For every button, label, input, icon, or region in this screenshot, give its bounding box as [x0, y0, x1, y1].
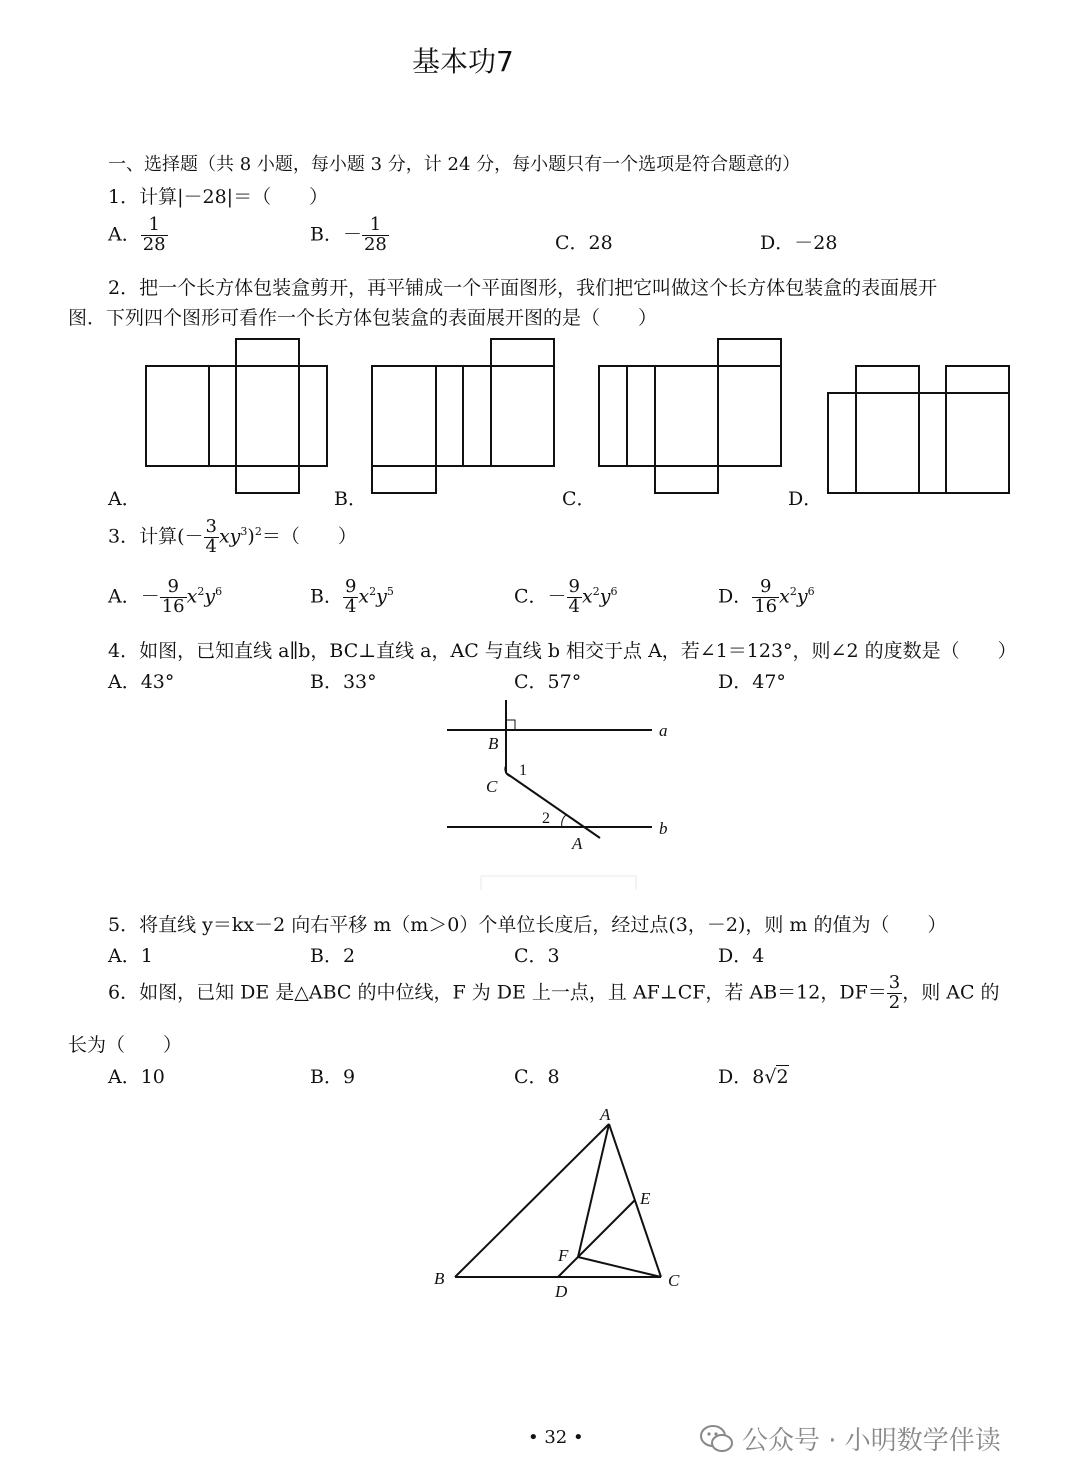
- label-a: a: [659, 721, 668, 740]
- q4-figure: [440, 695, 680, 895]
- q3-option-b[interactable]: B． $\frac{9}{4}$ $x^2y^5$: [310, 576, 394, 617]
- q4-option-a[interactable]: A．43°: [108, 671, 175, 693]
- right-angle-mark: [506, 720, 515, 730]
- q4-option-b[interactable]: B．33°: [310, 671, 377, 693]
- label-B: B: [488, 734, 499, 753]
- q2-option-a[interactable]: A．: [108, 488, 141, 510]
- label-angle2: 2: [542, 810, 550, 827]
- q3-option-a[interactable]: A．－ $\frac{9}{16}$ $x^2y^6$: [108, 576, 223, 617]
- angle2-arc: [562, 815, 566, 827]
- q1-option-c[interactable]: C．28: [555, 232, 613, 254]
- net-a: [146, 339, 327, 493]
- label-D: D: [555, 1282, 568, 1300]
- q2-option-d[interactable]: D．: [788, 488, 823, 510]
- label-C: C: [486, 777, 498, 796]
- q2-nets-figure: [0, 330, 1080, 510]
- net-c: [599, 339, 781, 493]
- q1-option-b[interactable]: B．－ $\frac{1}{28}$: [310, 214, 387, 255]
- segment-ab: [455, 1124, 609, 1277]
- q4-stem: 4．如图，已知直线 a∥b，BC⊥直线 a，AC 与直线 b 相交于点 A，若∠1＝123°，则∠2 的度数是（ ）: [108, 640, 1017, 662]
- q6-figure: [420, 1100, 700, 1300]
- q5-stem: 5．将直线 y＝kx－2 向右平移 m（m＞0）个单位长度后，经过点(3，－2)，则 m 的值为（ ）: [108, 914, 947, 936]
- label-F: F: [558, 1246, 569, 1265]
- wechat-icon: [700, 1424, 734, 1454]
- q6-option-b[interactable]: B．9: [310, 1066, 356, 1088]
- q3-stem: 3．计算(－ $\frac{3}{4}$ $xy^3)^2=$（ ）: [108, 516, 357, 557]
- label-B: B: [434, 1269, 445, 1288]
- segment-de: [558, 1200, 635, 1277]
- q6-option-a[interactable]: A．10: [108, 1066, 165, 1088]
- label-E: E: [640, 1189, 651, 1208]
- watermark: 公众号 · 小明数学伴读: [700, 1420, 1001, 1457]
- q4-option-d[interactable]: D．47°: [718, 671, 786, 693]
- label-C: C: [668, 1271, 680, 1290]
- q1-option-a[interactable]: A． $\frac{1}{28}$: [108, 214, 166, 255]
- net-d: [828, 366, 1009, 493]
- net-b: [372, 339, 554, 493]
- page-number: • 32 •: [528, 1427, 584, 1448]
- label-A: A: [572, 834, 583, 853]
- q6-option-c[interactable]: C．8: [514, 1066, 560, 1088]
- q6-stem-line1: 6．如图，已知 DE 是△ABC 的中位线，F 为 DE 上一点，且 AF⊥CF，若 AB＝12，DF＝ $\frac{3}{2}$ ，则 AC 的: [108, 972, 1000, 1013]
- q2-stem-line1: 2．把一个长方体包装盒剪开，再平铺成一个平面图形，我们把它叫做这个长方体包装盒的表面展开: [108, 277, 938, 299]
- segment-fc: [578, 1257, 661, 1277]
- q5-option-d[interactable]: D．4: [718, 945, 765, 967]
- q5-option-a[interactable]: A．1: [108, 945, 153, 967]
- q5-option-c[interactable]: C．3: [514, 945, 560, 967]
- segment-ca: [506, 773, 600, 838]
- q2-option-b[interactable]: B．: [334, 488, 367, 510]
- segment-af: [578, 1124, 609, 1257]
- section-header: 一、选择题（共 8 小题，每小题 3 分，计 24 分，每小题只有一个选项是符合题意的）: [108, 154, 801, 175]
- q3-option-d[interactable]: D． $\frac{9}{16}$ $x^2y^6$: [718, 576, 815, 617]
- q6-option-d[interactable]: D．8√2: [718, 1066, 789, 1088]
- label-b: b: [659, 819, 668, 838]
- q1-stem: 1．计算|－28|＝（ ）: [108, 186, 329, 208]
- page-title: 基本功7: [412, 45, 514, 78]
- q1-option-d[interactable]: D．－28: [760, 232, 838, 254]
- q4-option-c[interactable]: C．57°: [514, 671, 582, 693]
- q6-stem-line2: 长为（ ）: [68, 1034, 183, 1056]
- q5-option-b[interactable]: B．2: [310, 945, 356, 967]
- label-angle1: 1: [519, 762, 527, 779]
- q2-stem-line2: 图．下列四个图形可看作一个长方体包装盒的表面展开图的是（ ）: [68, 307, 658, 329]
- q3-option-c[interactable]: C．－ $\frac{9}{4}$ $x^2y^6$: [514, 576, 618, 617]
- label-A: A: [600, 1105, 611, 1124]
- q2-option-c[interactable]: C．: [562, 488, 596, 510]
